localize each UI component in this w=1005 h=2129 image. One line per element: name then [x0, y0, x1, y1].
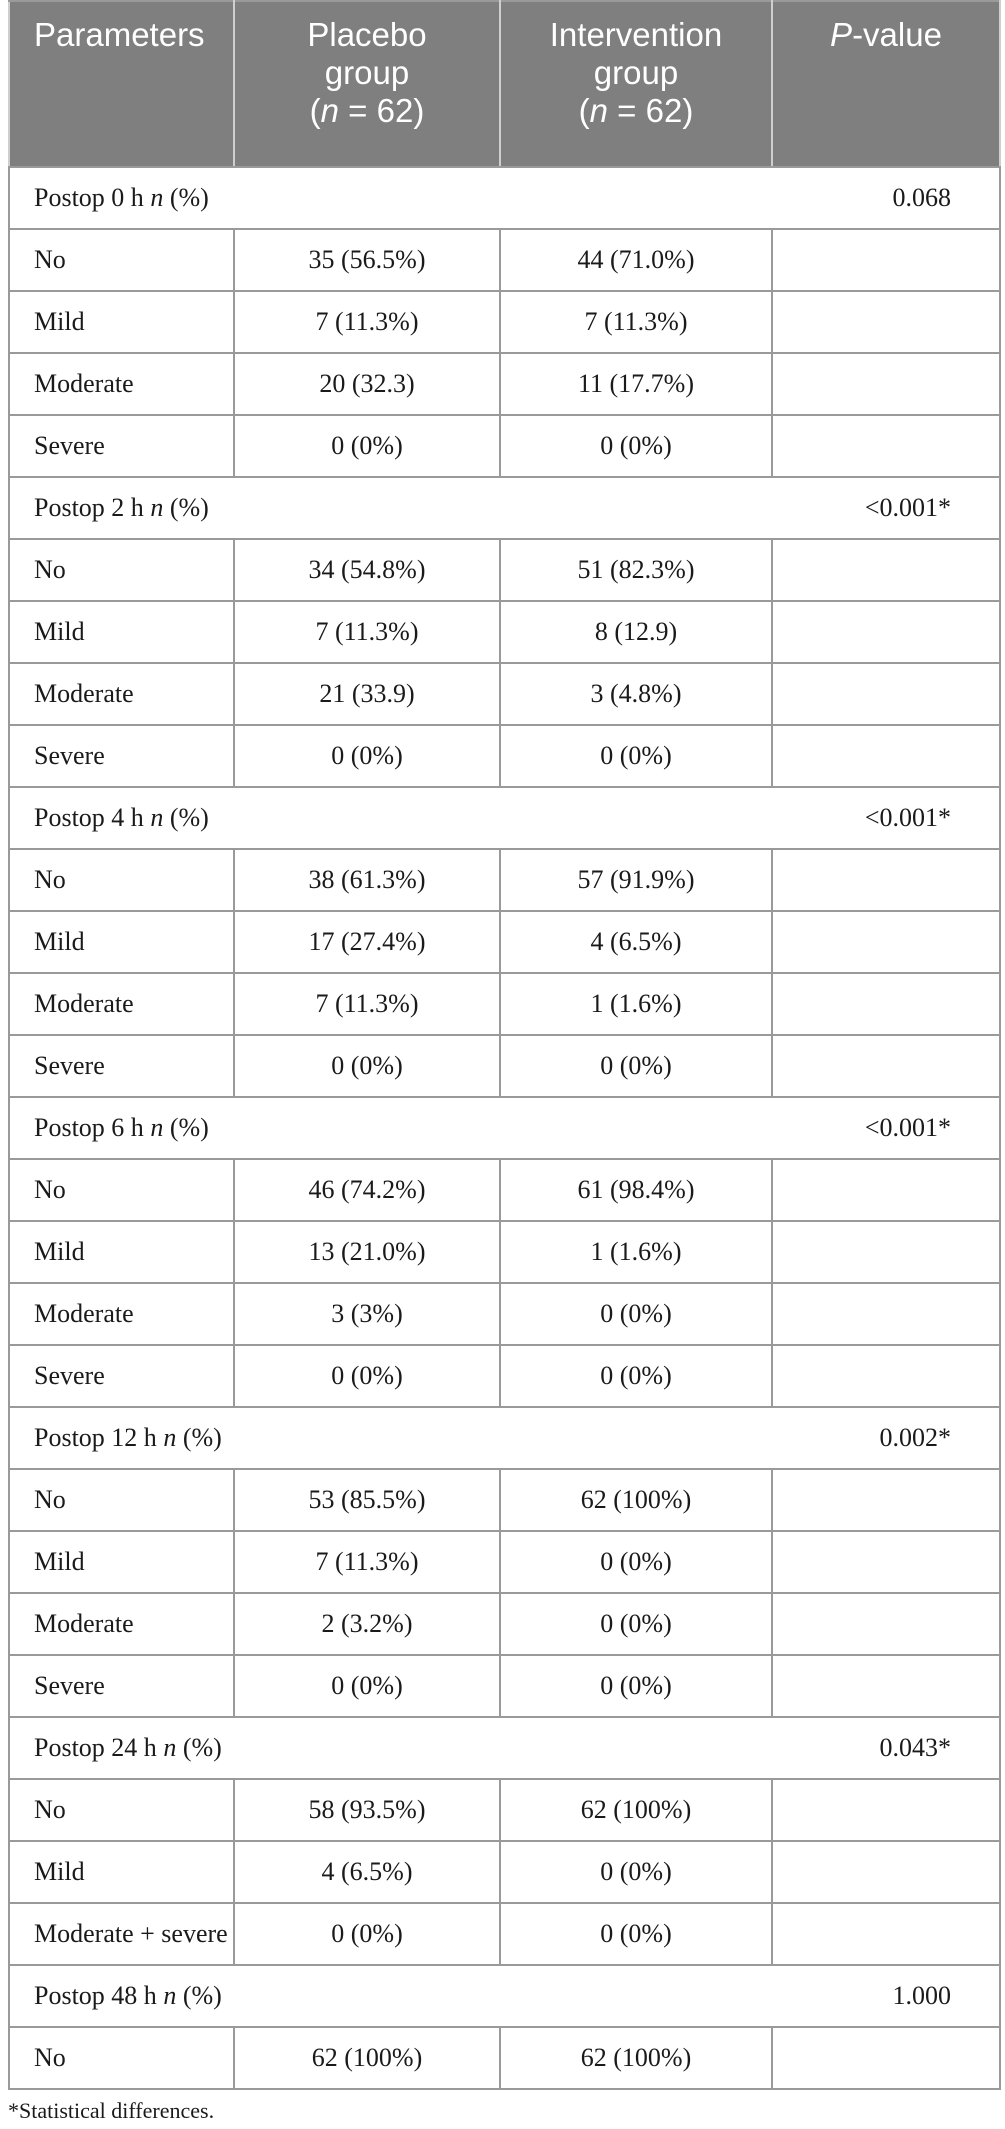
placebo-value: 0 (0%) [234, 1655, 500, 1717]
intervention-value: 0 (0%) [500, 1593, 772, 1655]
table-row [9, 911, 1000, 973]
p-value-empty-cell [772, 663, 1000, 725]
table-row [9, 291, 1000, 353]
placebo-value: 0 (0%) [234, 1903, 500, 1965]
row-label: Moderate [9, 353, 234, 415]
row-label: Mild [9, 1841, 234, 1903]
table-footnote: *Statistical differences. [8, 2098, 215, 2123]
p-value-empty-cell [772, 353, 1000, 415]
table-row [9, 539, 1000, 601]
table-row [9, 1655, 1000, 1717]
table-row [9, 1469, 1000, 1531]
table-row [9, 1159, 1000, 1221]
p-value-empty-cell [772, 1221, 1000, 1283]
table-row [9, 229, 1000, 291]
intervention-value: 0 (0%) [500, 1841, 772, 1903]
table-row [9, 1841, 1000, 1903]
group-label: Postop 0 h n (%) [9, 167, 772, 229]
intervention-value: 62 (100%) [500, 1469, 772, 1531]
row-label: Moderate [9, 663, 234, 725]
row-label: Moderate [9, 973, 234, 1035]
placebo-value: 0 (0%) [234, 1035, 500, 1097]
intervention-value: 61 (98.4%) [500, 1159, 772, 1221]
intervention-value: 57 (91.9%) [500, 849, 772, 911]
intervention-value: 8 (12.9) [500, 601, 772, 663]
placebo-value: 34 (54.8%) [234, 539, 500, 601]
intervention-value: 62 (100%) [500, 2027, 772, 2089]
row-label: Moderate [9, 1283, 234, 1345]
header-parameters: Parameters [9, 1, 234, 167]
placebo-value: 0 (0%) [234, 1345, 500, 1407]
placebo-value: 3 (3%) [234, 1283, 500, 1345]
intervention-value: 7 (11.3%) [500, 291, 772, 353]
p-value-empty-cell [772, 1345, 1000, 1407]
group-p-value: 0.043* [772, 1717, 1000, 1779]
group-header-row [9, 477, 1000, 539]
p-value-empty-cell [772, 1469, 1000, 1531]
placebo-value: 0 (0%) [234, 415, 500, 477]
placebo-value: 4 (6.5%) [234, 1841, 500, 1903]
row-label: No [9, 229, 234, 291]
table-row [9, 1531, 1000, 1593]
row-label: No [9, 849, 234, 911]
group-p-value: <0.001* [772, 787, 1000, 849]
placebo-value: 35 (56.5%) [234, 229, 500, 291]
row-label: Severe [9, 725, 234, 787]
p-value-empty-cell [772, 849, 1000, 911]
p-value-empty-cell [772, 1655, 1000, 1717]
p-value-empty-cell [772, 725, 1000, 787]
row-label: Mild [9, 1221, 234, 1283]
placebo-value: 62 (100%) [234, 2027, 500, 2089]
results-table [8, 0, 1001, 2090]
row-label: Severe [9, 415, 234, 477]
intervention-value: 0 (0%) [500, 1035, 772, 1097]
placebo-value: 21 (33.9) [234, 663, 500, 725]
table-row [9, 849, 1000, 911]
p-value-empty-cell [772, 1159, 1000, 1221]
intervention-value: 4 (6.5%) [500, 911, 772, 973]
table-row [9, 353, 1000, 415]
table-row [9, 415, 1000, 477]
table-row [9, 725, 1000, 787]
row-label: Moderate + severe [9, 1903, 234, 1965]
placebo-value: 46 (74.2%) [234, 1159, 500, 1221]
intervention-value: 0 (0%) [500, 415, 772, 477]
p-value-empty-cell [772, 1531, 1000, 1593]
placebo-value: 58 (93.5%) [234, 1779, 500, 1841]
row-label: Severe [9, 1035, 234, 1097]
results-table-container [8, 0, 999, 2090]
intervention-value: 0 (0%) [500, 1903, 772, 1965]
p-value-empty-cell [772, 2027, 1000, 2089]
group-p-value: <0.001* [772, 477, 1000, 539]
group-p-value: <0.001* [772, 1097, 1000, 1159]
group-label: Postop 12 h n (%) [9, 1407, 772, 1469]
p-value-empty-cell [772, 1035, 1000, 1097]
p-value-empty-cell [772, 1779, 1000, 1841]
group-header-row [9, 167, 1000, 229]
intervention-value: 11 (17.7%) [500, 353, 772, 415]
table-row [9, 601, 1000, 663]
p-value-empty-cell [772, 1841, 1000, 1903]
table-row [9, 973, 1000, 1035]
group-label: Postop 24 h n (%) [9, 1717, 772, 1779]
table-row [9, 2027, 1000, 2089]
intervention-value: 1 (1.6%) [500, 973, 772, 1035]
table-body [9, 167, 1000, 2089]
group-label: Postop 4 h n (%) [9, 787, 772, 849]
table-row [9, 1593, 1000, 1655]
header-placebo-group: Placebo group (n = 62) [234, 1, 500, 167]
group-p-value: 0.002* [772, 1407, 1000, 1469]
row-label: No [9, 1159, 234, 1221]
table-row [9, 1221, 1000, 1283]
placebo-value: 13 (21.0%) [234, 1221, 500, 1283]
group-p-value: 0.068 [772, 167, 1000, 229]
group-header-row [9, 1097, 1000, 1159]
row-label: Moderate [9, 1593, 234, 1655]
p-value-empty-cell [772, 291, 1000, 353]
placebo-value: 0 (0%) [234, 725, 500, 787]
p-value-empty-cell [772, 911, 1000, 973]
p-value-empty-cell [772, 229, 1000, 291]
p-value-empty-cell [772, 601, 1000, 663]
p-value-empty-cell [772, 1903, 1000, 1965]
table-row [9, 1903, 1000, 1965]
p-value-empty-cell [772, 973, 1000, 1035]
row-label: Severe [9, 1345, 234, 1407]
placebo-value: 2 (3.2%) [234, 1593, 500, 1655]
placebo-value: 38 (61.3%) [234, 849, 500, 911]
intervention-value: 0 (0%) [500, 1655, 772, 1717]
placebo-value: 7 (11.3%) [234, 291, 500, 353]
table-row [9, 1035, 1000, 1097]
header-intervention-group: Intervention group (n = 62) [500, 1, 772, 167]
p-value-empty-cell [772, 1283, 1000, 1345]
header-p-value: P-value [772, 1, 1000, 167]
intervention-value: 0 (0%) [500, 1283, 772, 1345]
intervention-value: 0 (0%) [500, 725, 772, 787]
group-header-row [9, 1717, 1000, 1779]
intervention-value: 0 (0%) [500, 1531, 772, 1593]
row-label: No [9, 539, 234, 601]
table-header-row [9, 1, 1000, 167]
p-value-empty-cell [772, 1593, 1000, 1655]
intervention-value: 62 (100%) [500, 1779, 772, 1841]
intervention-value: 0 (0%) [500, 1345, 772, 1407]
intervention-value: 3 (4.8%) [500, 663, 772, 725]
group-header-row [9, 787, 1000, 849]
table-row [9, 1779, 1000, 1841]
row-label: No [9, 1779, 234, 1841]
group-label: Postop 48 h n (%) [9, 1965, 772, 2027]
placebo-value: 7 (11.3%) [234, 1531, 500, 1593]
group-label: Postop 6 h n (%) [9, 1097, 772, 1159]
table-row [9, 1283, 1000, 1345]
table-row [9, 1345, 1000, 1407]
placebo-value: 20 (32.3) [234, 353, 500, 415]
row-label: Mild [9, 911, 234, 973]
row-label: Mild [9, 291, 234, 353]
group-label: Postop 2 h n (%) [9, 477, 772, 539]
intervention-value: 51 (82.3%) [500, 539, 772, 601]
placebo-value: 7 (11.3%) [234, 601, 500, 663]
group-header-row [9, 1965, 1000, 2027]
group-header-row [9, 1407, 1000, 1469]
placebo-value: 53 (85.5%) [234, 1469, 500, 1531]
row-label: Mild [9, 601, 234, 663]
row-label: Mild [9, 1531, 234, 1593]
intervention-value: 44 (71.0%) [500, 229, 772, 291]
row-label: Severe [9, 1655, 234, 1717]
intervention-value: 1 (1.6%) [500, 1221, 772, 1283]
p-value-empty-cell [772, 539, 1000, 601]
row-label: No [9, 1469, 234, 1531]
group-p-value: 1.000 [772, 1965, 1000, 2027]
placebo-value: 7 (11.3%) [234, 973, 500, 1035]
row-label: No [9, 2027, 234, 2089]
table-row [9, 663, 1000, 725]
placebo-value: 17 (27.4%) [234, 911, 500, 973]
p-value-empty-cell [772, 415, 1000, 477]
